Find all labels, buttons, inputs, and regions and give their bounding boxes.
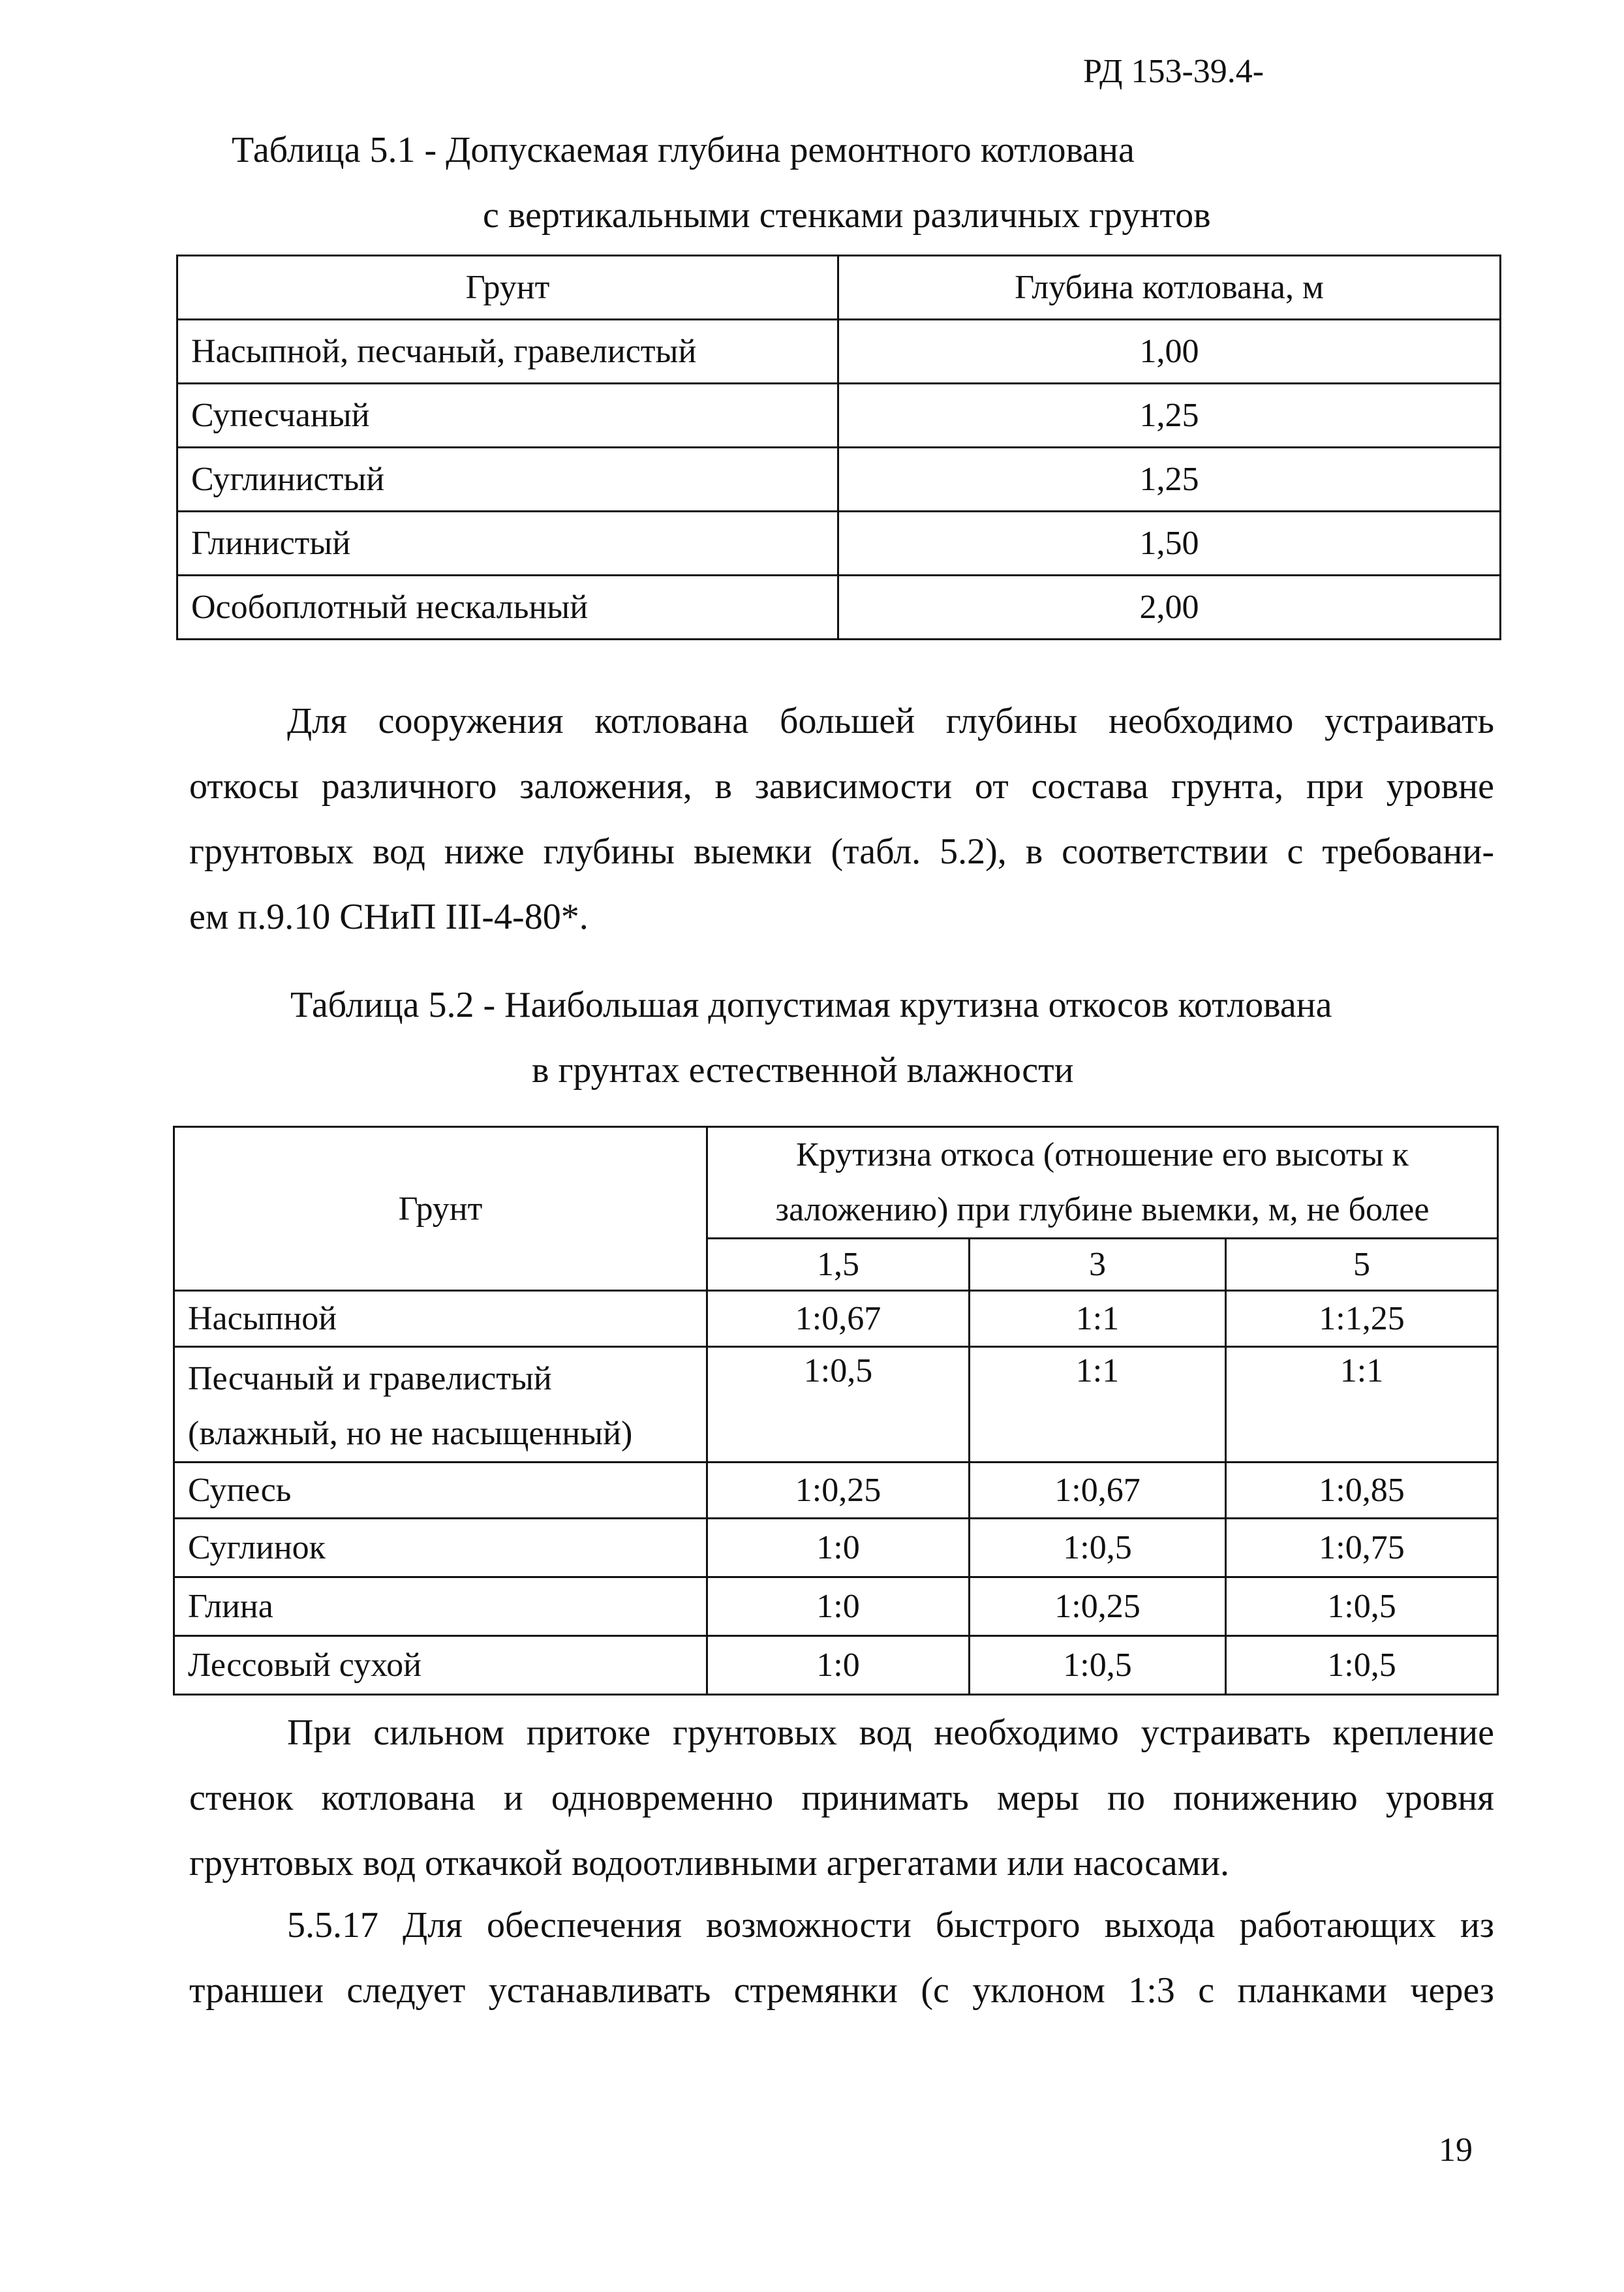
table-row [174, 1291, 1498, 1347]
table-cell-slope: 1:0,5 [970, 1519, 1226, 1577]
table-row [174, 1636, 1498, 1695]
table-row [177, 512, 1501, 576]
table-cell-slope: 1:0,75 [1226, 1519, 1498, 1577]
table-cell-depth: 1,25 [838, 448, 1501, 512]
table-cell-slope: 1:1 [970, 1291, 1226, 1347]
paragraph-deep-pit [189, 689, 1494, 950]
paragraph-5-5-17 [189, 1893, 1494, 2023]
table-cell-slope: 1:0,67 [970, 1463, 1226, 1519]
table-cell-slope: 1:0,5 [707, 1347, 970, 1463]
table-cell-slope: 1:0,25 [707, 1463, 970, 1519]
table-row [177, 320, 1501, 384]
table-cell-soil: Глина [174, 1577, 707, 1636]
table-cell-soil: Супесь [174, 1463, 707, 1519]
table-row [174, 1519, 1498, 1577]
table-cell-soil: Песчаный и гравелистый (влажный, но не насыщенный) [174, 1347, 707, 1463]
paragraph-line: откосы различного заложения, в зависимости от состава грунта, при уровне [189, 766, 1494, 807]
table-cell-slope: 1:0,5 [1226, 1577, 1498, 1636]
table-cell-depth: 1,00 [838, 320, 1501, 384]
table-cell-depth: 1,25 [838, 384, 1501, 448]
table1-caption-line1: Таблица 5.1 - Допускаемая глубина ремонтного котлована [232, 130, 1135, 170]
table-header-cell: Глубина котлована, м [838, 256, 1501, 320]
table-cell-slope: 1:0,5 [970, 1636, 1226, 1695]
table-header-cell: Грунт [177, 256, 838, 320]
table-cell-soil: Лессовый сухой [174, 1636, 707, 1695]
table-cell-slope: 1:0 [707, 1636, 970, 1695]
table-cell-depth: 2,00 [838, 576, 1501, 640]
table-header-depth: 1,5 [707, 1239, 970, 1291]
paragraph-line: 5.5.17 Для обеспечения возможности быстрого выхода работающих из [287, 1905, 1494, 1945]
table-5-1 [176, 255, 1501, 640]
paragraph-line: ем п.9.10 СНиП III-4-80*. [189, 897, 589, 937]
table2-caption-line1: Таблица 5.2 - Наибольшая допустимая крутизна откосов котлована [290, 985, 1332, 1025]
table-cell-soil: Насыпной, песчаный, гравелистый [177, 320, 838, 384]
page-number: 19 [1439, 2131, 1473, 2169]
table-cell-soil: Суглинистый [177, 448, 838, 512]
table2-caption-line2: в грунтах естественной влажности [532, 1050, 1074, 1091]
table-header-soil: Грунт [174, 1127, 707, 1291]
table-cell-slope: 1:0,25 [970, 1577, 1226, 1636]
table-cell-soil: Глинистый [177, 512, 838, 576]
table-row [177, 448, 1501, 512]
table-cell-soil: Насыпной [174, 1291, 707, 1347]
document-code: РД 153-39.4- [1083, 53, 1264, 90]
table-row [177, 384, 1501, 448]
table-row [174, 1347, 1498, 1463]
table-cell-slope: 1:0,5 [1226, 1636, 1498, 1695]
paragraph-line: грунтовых вод откачкой водоотливными агрегатами или насосами. [189, 1843, 1230, 1883]
table-header-slope: Крутизна откоса (отношение его высоты к заложению) при глубине выемки, м, не более [707, 1127, 1498, 1239]
paragraph-line: При сильном притоке грунтовых вод необходимо устраивать крепление [287, 1712, 1494, 1753]
table-header-row [174, 1127, 1498, 1239]
table1-caption-line2: с вертикальными стенками различных грунтов [483, 195, 1211, 236]
table-header-depth: 3 [970, 1239, 1226, 1291]
paragraph-line: траншеи следует устанавливать стремянки (с уклоном 1:3 с планками через [189, 1970, 1494, 2011]
table-cell-slope: 1:0 [707, 1519, 970, 1577]
table-5-2 [173, 1126, 1499, 1696]
table-cell-slope: 1:0 [707, 1577, 970, 1636]
table-cell-soil: Суглинок [174, 1519, 707, 1577]
paragraph-groundwater [189, 1700, 1494, 1896]
table-cell-slope: 1:1 [970, 1347, 1226, 1463]
paragraph-line: грунтовых вод ниже глубины выемки (табл. 5.2), в соответствии с требовани- [189, 831, 1494, 872]
table-row [174, 1577, 1498, 1636]
table-row [174, 1463, 1498, 1519]
table-cell-slope: 1:1,25 [1226, 1291, 1498, 1347]
table-header-depth: 5 [1226, 1239, 1498, 1291]
table-cell-depth: 1,50 [838, 512, 1501, 576]
table-cell-slope: 1:1 [1226, 1347, 1498, 1463]
table-cell-slope: 1:0,85 [1226, 1463, 1498, 1519]
table-header-row [177, 256, 1501, 320]
paragraph-line: Для сооружения котлована большей глубины необходимо устраивать [287, 701, 1494, 741]
table-row [177, 576, 1501, 640]
table-cell-slope: 1:0,67 [707, 1291, 970, 1347]
table-cell-soil: Особоплотный нескальный [177, 576, 838, 640]
table-cell-soil: Супесчаный [177, 384, 838, 448]
paragraph-line: стенок котлована и одновременно принимать меры по понижению уровня [189, 1778, 1494, 1818]
